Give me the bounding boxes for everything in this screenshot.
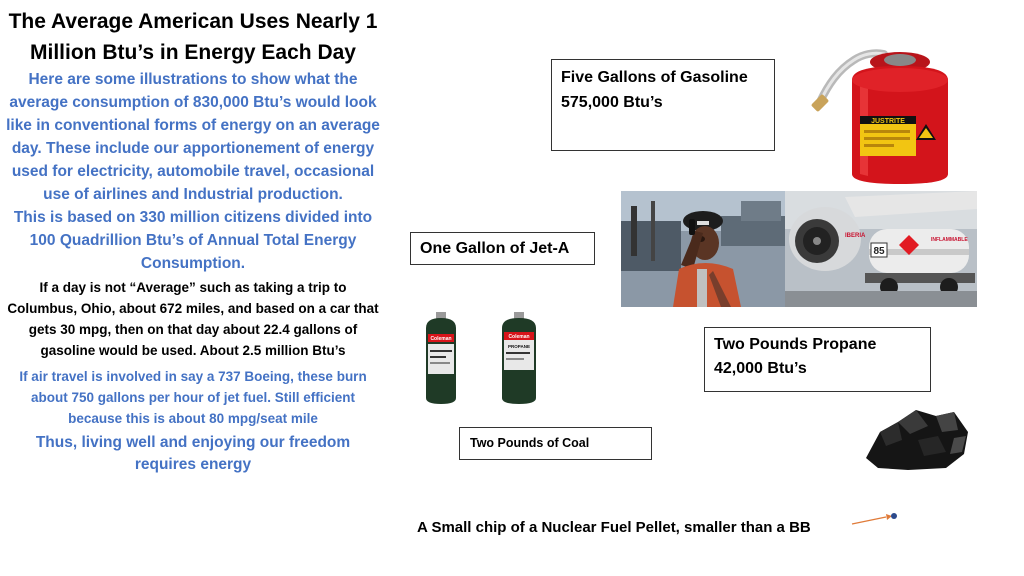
refueling-worker-image: [621, 191, 785, 307]
basis-paragraph: This is based on 330 million citizens divided into 100 Quadrillion Btu’s of Annual Total Energy Consumption.: [13, 209, 373, 272]
coal-label-box: [459, 427, 652, 460]
propane-label: Two Pounds Propane: [714, 336, 877, 353]
jet-fuel-label-box: [410, 232, 595, 265]
propane-canisters-image: [418, 310, 574, 406]
closing-paragraph: Thus, living well and enjoying our freedom requires energy: [35, 434, 351, 473]
nuclear-pellet-pointer: [850, 508, 900, 530]
propane-canister-right: [502, 312, 536, 404]
jet-fuel-label: One Gallon of Jet-A: [420, 240, 570, 257]
truck-number-text: 85: [873, 246, 885, 257]
truck-label-text: INFLAMMABLE: [931, 237, 968, 243]
coal-image: [858, 402, 974, 474]
engine-label-text: IBERIA: [845, 233, 866, 239]
nuclear-pellet-caption: A Small chip of a Nuclear Fuel Pellet, smaller than a BB: [417, 519, 811, 536]
propane-canister-left: [426, 312, 456, 404]
page-title: The Average American Uses Nearly 1 Million Btu’s in Energy Each Day: [8, 10, 378, 64]
canister-brand-left: Coleman: [430, 336, 452, 342]
intro-paragraph: Here are some illustrations to show what the average consumption of 830,000 Btu’s would look like in conventional forms of energy on an average day. These include our apportionement of energy used for electricity, automobile travel, occasional use of airlines and Industrial production.: [6, 71, 380, 203]
coal-label: Two Pounds of Coal: [470, 436, 590, 450]
air-travel-paragraph: If air travel is involved in say a 737 Boeing, these burn about 750 gallons per hour of jet fuel. Still efficient because this is about 80 mpg/seat mile: [19, 369, 367, 426]
propane-label-box: [704, 327, 931, 392]
text-column: [6, 6, 380, 476]
canister-propane-label: PROPANE: [508, 344, 530, 349]
gasoline-value: 575,000 Btu’s: [561, 94, 663, 111]
can-brand-text: JUSTRITE: [871, 118, 905, 125]
trip-paragraph: If a day is not “Average” such as taking a trip to Columbus, Ohio, about 672 miles, and based on a car that gets 30 mpg, then on that day about 22.4 gallons of gasoline would be used. About 2.5 million Btu’s: [7, 280, 379, 358]
gas-can-image: [808, 40, 956, 188]
propane-value: 42,000 Btu’s: [714, 360, 807, 377]
nuclear-pellet-dot: [891, 513, 897, 519]
gasoline-label-box: [551, 59, 775, 151]
gasoline-label: Five Gallons of Gasoline: [561, 69, 748, 86]
fuel-truck-jet-image: [785, 191, 977, 307]
canister-brand-right: Coleman: [508, 334, 530, 340]
